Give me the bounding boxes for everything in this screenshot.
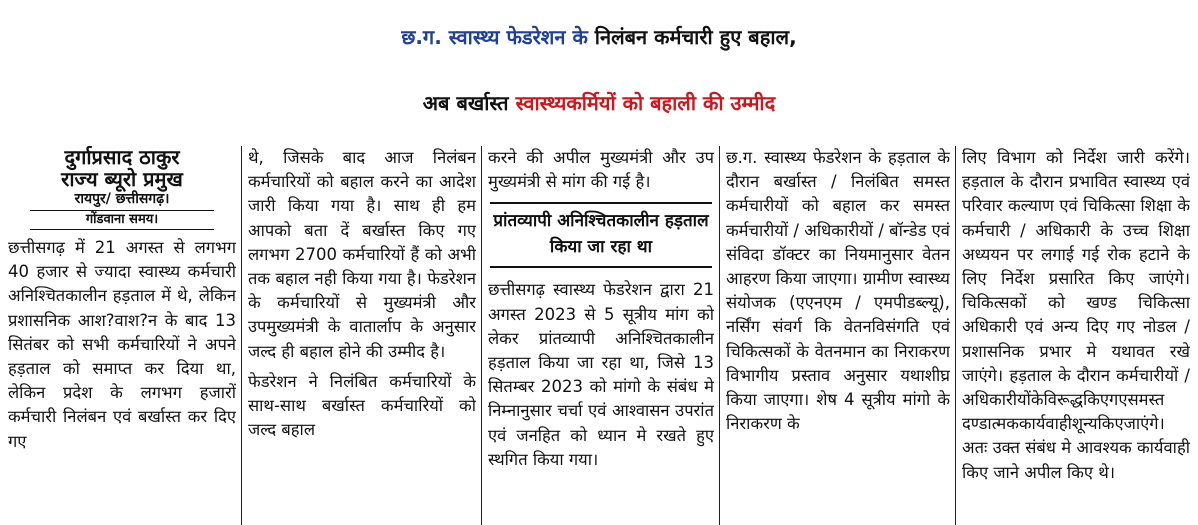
article-column-2 bbox=[248, 146, 476, 525]
column-5-text: लिए विभाग को निर्देश जारी करेंगे। हड़ताल के दौरान प्रभावित स्वास्थ्य एवं परिवार कल्याण एवं चिकित्सा शिक्षा के कर्मचारी / अधिकारी के उच्च शिक्षा अध्ययन पर लगाई गई रोक हटाने के लिए निर्देश प्रसारित किए जाएंगे। चिकित्सकों को खण्ड चिकित्सा अधिकारी एवं अन्य दिए गए नोडल / प्रशासनिक प्रभार मे यथावत रखे जाएंगे। हड़ताल के दौरान कर्मचारीयों / अधिकारीयोंकेविरूद्धकिएगएसमस्त दण्डात्मककार्यवाहीशून्यकिएजाएंगे। अतः उक्त संबंध मे आवश्यक कार्यवाही किए जाने अपील किए थे। bbox=[962, 148, 1190, 482]
column-2-paragraph-2: फेडरेशन ने निलंबित कर्मचारियों के साथ-साथ बर्खास्त कर्मचारियों को जल्द बहाल bbox=[248, 371, 476, 440]
headline-line-1-part-2: निलंबन कर्मचारी हुए बहाल, bbox=[594, 25, 797, 49]
article-column-3 bbox=[488, 146, 714, 525]
byline bbox=[8, 146, 236, 230]
headline-line-1 bbox=[0, 6, 1198, 68]
headline-line-2-part-2: स्वास्थ्यकर्मियों को बहाली की उम्मीद bbox=[515, 91, 776, 115]
column-divider bbox=[719, 146, 720, 525]
headline-line-2 bbox=[0, 72, 1198, 134]
headline bbox=[0, 0, 1198, 140]
column-1-text: छत्तीसगढ़ में 21 अगस्त से लगभग 40 हजार से ज्यादा स्वास्थ्य कर्मचारी अनिश्चितकालीन हड़ताल में थे, लेकिन प्रशासनिक आश?वाश?न के बाद 13 सितंबर को सभी कर्मचारियों ने अपने हड़ताल को समाप्त कर दिया था, लेकिन प्रदेश के लगभग हजारों कर्मचारी निलंबन एवं बर्खास्त कर दिए गए bbox=[8, 238, 236, 451]
headline-line-2-part-1: अब बर्खास्त bbox=[422, 91, 509, 115]
column-2-paragraph-1: थे, जिसके बाद आज निलंबन कर्मचारियों को बहाल करने का आदेश जारी किया गया है। साथ ही हम आपको बता दें बर्खास्त किए गए लगभग 2700 कर्मचारियों हैं को अभी तक बहाल नही किया गया है। फेडरेशन के कर्मचारियों से मुख्यमंत्री और उपमुख्यमंत्री के वातार्लाप के अनुसार जल्द ही बहाल होने की उम्मीद है। bbox=[248, 148, 476, 361]
byline-source: गोंडवाना समय। bbox=[30, 210, 214, 230]
headline-line-1-part-1: छ.ग. स्वास्थ्य फेडरेशन के bbox=[401, 25, 588, 49]
column-divider bbox=[481, 146, 482, 525]
column-3-subheading: प्रांतव्यापी अनिश्चितकालीन हड़ताल किया जा रहा था bbox=[490, 202, 712, 268]
byline-place: रायपुर/ छत्तीसगढ़। bbox=[74, 191, 170, 207]
byline-name: दुर्गाप्रसाद ठाकुर bbox=[64, 146, 180, 169]
article-column-4 bbox=[726, 146, 950, 525]
column-3-paragraph-2: छत्तीसगढ़ स्वास्थ्य फेडरेशन द्वारा 21 अगस्त 2023 से 5 सूत्रीय मांग को लेकर प्रांतव्यापी अनिश्चितकालीन हड़ताल किया जा रहा था, जिसे 13 सितम्बर 2023 को मांगो के संबंध मे निम्नानुसार चर्चा एवं आश्वासन उपरांत एवं जनहित को ध्यान मे रखते हुए स्थगित किया गया। bbox=[488, 280, 714, 469]
column-4-text: छ.ग. स्वास्थ्य फेडरेशन के हड़ताल के दौरान बर्खास्त / निलंबित समस्त कर्मचारीयों को बहाल कर समस्त कर्मचारीयों / अधिकारीयों / बॉन्डेड एवं संविदा डॉक्टर का नियमानुसार वेतन आहरण किया जाएगा। ग्रामीण स्वास्थ्य संयोजक (एएनएम / एमपीडब्ल्यू), नर्सिंग संवर्ग कि वेतनविसंगति एवं चिकित्सकों के वेतनमान का निराकरण विभागीय प्रस्ताव अनुसार यथाशीघ्र किया जाएगा। शेष 4 सूत्रीय मांगो के निराकरण के bbox=[726, 148, 950, 434]
column-divider bbox=[955, 146, 956, 525]
column-divider bbox=[241, 146, 242, 525]
column-3-paragraph-1: करने की अपील मुख्यमंत्री और उप मुख्यमंत्री से मांग की गई है। bbox=[488, 148, 714, 192]
byline-position: राज्य ब्यूरो प्रमुख bbox=[61, 167, 183, 191]
article-column-5 bbox=[962, 146, 1190, 525]
article-column-1 bbox=[8, 146, 236, 525]
